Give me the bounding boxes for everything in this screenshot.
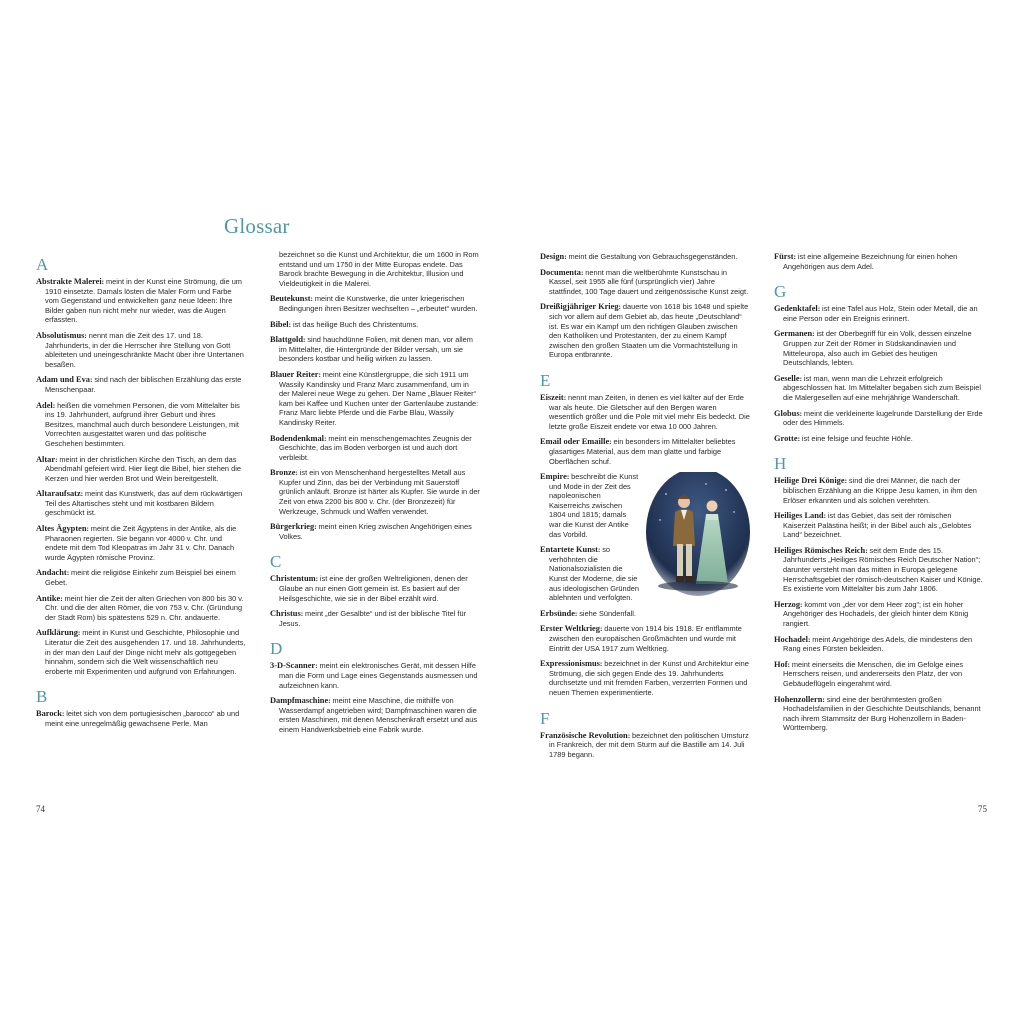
definition: dauerte von 1618 bis 1648 und spielte sich vor allem auf dem Gebiet ab, das heute „Deutschland“ ist. Es war ein Kampf um den richtigen Glauben zwischen den Katholiken und Protestanten, der zu einem Kampf zwischen den großen Staaten um die Vormachtstellung in Europa entbrannte. — [549, 302, 749, 360]
definition: dauerte von 1914 bis 1918. Er entflammte zwischen den europäischen Großmächten und wurde mit Eintritt der USA 1917 zum Weltkrieg. — [549, 624, 742, 653]
term: Dampfmaschine — [270, 696, 329, 706]
glossary-column-3 — [540, 252, 750, 765]
term: Herzog — [774, 599, 801, 609]
section-letter-d: D — [270, 639, 283, 659]
term: Christentum — [270, 574, 316, 584]
glossary-entry: Germanen: ist der Oberbegriff für ein Volk, dessen einzelne Gruppen zur Zeit der Römer in Südskandinavien und Mitteleuropa, also auch im Gebiet des heutigen Deutschlands, lebten. — [774, 329, 972, 368]
term: Adam und Eva — [36, 375, 90, 385]
term: Andacht — [36, 568, 67, 578]
term: Globus — [774, 408, 800, 418]
glossary-entry: Heiliges Römisches Reich: seit dem Ende des 15. Jahrhunderts „Heiliges Römisches Reich Deutscher Nation“; darunter versteht man das mitten in Europa gelegene Herrschaftsgebiet der römisch-deutschen Kaiser und Könige. Es existierte vom Mittelalter bis zum Jahr 1806. — [774, 545, 983, 594]
definition: meint in der Kunst eine Strömung, die um 1910 einsetzte. Damals lösten die Maler Form und Farbe vom Gegenstand und entwickelten ganz neue Ideen: Ihre Bilder gaben nun nicht mehr nur wieder, was die Augen erfassten. — [45, 277, 242, 325]
definition: ein besonders im Mittelalter beliebtes glasartiges Material, aus dem man glatte und farbige Oberflächen schuf. — [549, 437, 736, 466]
term: Dreißigjähriger Krieg — [540, 302, 619, 312]
term: Eiszeit — [540, 392, 564, 402]
definition: meint eine Künstlergruppe, die sich 1911 um Wassily Kandinsky und Franz Marc zusammenfand, um in der Malerei neue Wege zu gehen. Der Name „Blauer Reiter“ kam bei Kaffee und Kuchen unter der Gartenlaube zustande: Franz Marc liebte Pferde und die Farbe Blau, Wassily Kandinsky Reiter. — [279, 369, 479, 427]
term: Blattgold — [270, 335, 304, 345]
term: Germanen — [774, 329, 813, 339]
glossary-entry: Grotte: ist eine felsige und feuchte Höhle. — [774, 433, 913, 443]
term: Bronze — [270, 468, 296, 478]
section-letter-a: A — [36, 255, 49, 274]
section-letter-e: E — [540, 370, 551, 390]
definition: meint hier die Zeit der alten Griechen von 800 bis 30 v. Chr. und die der alten Römer, die von 753 v. Chr. (Gründung der Stadt Rom) bis spätestens 529 n. Chr. andauerte. — [45, 593, 244, 622]
glossary-entry: Altaraufsatz: meint das Kunstwerk, das auf dem rückwärtigen Teil des Altartisches steht und mit kostbaren Bildern geschmückt ist. — [36, 489, 243, 518]
definition: meint einerseits die Menschen, die im Gefolge eines Herrschers reisen, und andererseits den Platz, der von Gebäudeflügeln eingerahmt wird. — [783, 659, 964, 688]
term: Erster Weltkrieg — [540, 624, 600, 634]
definition: bezeichnet den politischen Umsturz in Frankreich, der mit dem Sturm auf die Bastille am 14. Juli 1789 begann. — [549, 730, 749, 759]
definition: meint eine Maschine, die mithilfe von Wasserdampf angetrieben wird; Dampfmaschinen waren die ersten Maschinen, mit denen Menschenkraft ersetzt und aus einem Handwerksbetrieb eine Fabrik wurde. — [279, 696, 478, 734]
definition: meint ein elektronisches Gerät, mit dessen Hilfe man die Form und Lage eines Gegenstands ausmessen und aufzeichnen kann. — [279, 661, 478, 690]
definition: bezeichnet in der Kunst und Architektur eine Strömung, die sich gegen Ende des 19. Jahrhunderts durchsetzte und mit fremden Farben, verzerrten Formen und neuen Themen experimentierte. — [549, 659, 749, 697]
definition: meint die Gestaltung von Gebrauchsgegenständen. — [568, 252, 738, 261]
definition: kommt von „der vor dem Heer zog“; ist ein hoher Angehöriger des Hochadels, der gleich hinter dem König rangiert. — [783, 599, 969, 629]
definition: ist man, wenn man die Lehrzeit erfolgreich abgeschlossen hat. Im Mittelalter begaben sich zum Beispiel die Malergesellen auf eine mehrjährige Wanderschaft. — [783, 373, 982, 402]
definition: meint die Kunstwerke, die unter kriegerischen Bedingungen ihren Besitzer wechselten – „erbeutet“ wurden. — [279, 294, 478, 313]
section-letter-b: B — [36, 687, 48, 707]
glossary-entry: Beutekunst: meint die Kunstwerke, die unter kriegerischen Bedingungen ihren Besitzer wechselten – „erbeutet“ wurden. — [270, 294, 478, 313]
term: Grotte — [774, 433, 798, 443]
glossary-entry: Adam und Eva: sind nach der biblischen Erzählung das erste Menschenpaar. — [36, 375, 242, 394]
term: Empire — [540, 472, 567, 482]
glossary-entry: Hof: meint einerseits die Menschen, die im Gefolge eines Herrschers reisen, und andererseits den Platz, der von Gebäudeflügeln eingerahmt wird. — [774, 659, 964, 688]
page-number-right: 75 — [978, 804, 987, 814]
glossary-entry: Herzog: kommt von „der vor dem Heer zog“; ist ein hoher Angehöriger des Hochadels, der gleich hinter dem König rangiert. — [774, 599, 969, 629]
glossary-entry: Gedenktafel: ist eine Tafel aus Holz, Stein oder Metall, die an eine Person oder ein Ereignis erinnert. — [774, 304, 978, 323]
definition: meint „der Gesalbte“ und ist der biblische Titel für Jesus. — [279, 609, 467, 628]
glossary-entry: Andacht: meint die religiöse Einkehr zum Beispiel bei einem Gebet. — [36, 568, 236, 588]
glossary-entry: Antike: meint hier die Zeit der alten Griechen von 800 bis 30 v. Chr. und die der alten Römer, die von 753 v. Chr. (Gründung der Stadt Rom) bis spätestens 529 n. Chr. andauerte. — [36, 593, 244, 622]
term: Hochadel — [774, 634, 808, 644]
definition: meint Angehörige des Adels, die mindestens den Rang eines Fürsten bekleiden. — [783, 634, 973, 654]
glossary-entry: Bürgerkrieg: meint einen Krieg zwischen Angehörigen eines Volkes. — [270, 522, 472, 541]
glossary-entry: Hohenzollern: sind eine der berühmtesten großen Hochadelsfamilien in der Geschichte Deutschlands, benannt nach ihrem Stammsitz der Burg Hohenzollern in Baden-Württemberg. — [774, 694, 981, 733]
glossary-entry: Design: meint die Gestaltung von Gebrauchsgegenständen. — [540, 252, 738, 261]
glossary-entry: Barock: leitet sich von dem portugiesischen „barocco“ ab und meint eine unregelmäßig gewachsene Perle. Man — [36, 709, 240, 728]
term: Beutekunst — [270, 294, 311, 304]
definition: nennt man die weltberühmte Kunstschau in Kassel, seit 1955 alle fünf (ursprünglich vier) Jahre stattfindet, 100 Tage dauert und zeitgenössische Kunst zeigt. — [549, 267, 749, 296]
glossary-entry: Altar: meint in der christlichen Kirche den Tisch, an dem das Abendmahl gefeiert wird. Hier liegt die Bibel, hier stehen die Kerzen und hier werden Brot und Wein bereitgestellt. — [36, 454, 241, 483]
definition: sind nach der biblischen Erzählung das erste Menschenpaar. — [45, 375, 242, 394]
term: Heiliges Römisches Reich — [774, 545, 866, 555]
glossary-entry: Abstrakte Malerei: meint in der Kunst eine Strömung, die um 1910 einsetzte. Damals lösten die Maler Form und Farbe vom Gegenstand und entwickelten ganz neue Ideen: Ihre Bilder gaben nun nicht mehr nur wieder, was die Augen erfassten. — [36, 277, 242, 325]
term: Barock — [36, 709, 62, 719]
definition: sind eine der berühmtesten großen Hochadelsfamilien in der Geschichte Deutschlands, benannt nach ihrem Stammsitz der Burg Hohenzollern in Baden-Württemberg. — [783, 694, 981, 733]
glossary-entry: Adel: heißen die vornehmen Personen, die vom Mittelalter bis ins 19. Jahrhundert, aufgrund ihrer Geburt und ihres Besitzes, manchmal auch durch besondere Leistungen, mit Vorrechten ausgestattet waren und das politische Geschehen bestimmten. — [36, 400, 240, 448]
glossary-entry: Erster Weltkrieg: dauerte von 1914 bis 1918. Er entflammte zwischen den europäischen Großmächten und wurde mit Eintritt der USA 1917 zum Weltkrieg. — [540, 624, 742, 653]
entry-continuation: bezeichnet so die Kunst und Architektur, die um 1600 in Rom entstand und um 1750 in der Mitte Europas endete. Das Barock brachte Bewegung in die Architektur, Illusion und Vieldeutigkeit in die Malerei. — [279, 250, 479, 288]
term: Email oder Emaille — [540, 437, 610, 447]
definition: beschreibt die Kunst und Mode in der Zeit des napoleonischen Kaiserreichs zwischen 1804 und 1815; damals war die Kunst der Antike das Vorbild. — [549, 472, 639, 539]
definition: meint in Kunst und Geschichte, Philosophie und Literatur die Zeit des ausgehenden 17. und 18. Jahrhunderts, in der man den Lauf der Dinge nicht mehr als gottgegeben hinnahm, sondern sich die Welt wissenschaftlich neu eroberte mit Experimenten und aufgrund von Erfahrungen. — [45, 628, 246, 676]
definition: nennt man Zeiten, in denen es viel kälter auf der Erde war als heute. Die Gletscher auf den Bergen waren wesentlich größer und die Pole mit viel mehr Eis bedeckt. Die letzte große Eiszeit endete vor etwa 10 000 Jahren. — [549, 392, 750, 431]
definition: ist eine allgemeine Bezeichnung für einen hohen Angehörigen aus dem Adel. — [783, 252, 958, 271]
empire-couple-image — [646, 472, 750, 600]
glossary-entry: Dreißigjähriger Krieg: dauerte von 1618 bis 1648 und spielte sich vor allem auf dem Gebiet ab, das heute „Deutschland“ ist. Es war ein Kampf um den richtigen Glauben zwischen den Katholiken und Protestanten, der zu einem Kampf zwischen den großen Staaten um die Vormachtstellung in Europa entbrannte. — [540, 302, 749, 360]
term: Bürgerkrieg — [270, 522, 315, 532]
glossary-entry: Expressionismus: bezeichnet in der Kunst und Architektur eine Strömung, die sich gegen Ende des 19. Jahrhunderts durchsetzte und mit fremden Farben, verzerrten Formen und neuen Themen experimentierte. — [540, 659, 749, 697]
term: Gedenktafel — [774, 304, 818, 314]
definition: ist eine Tafel aus Holz, Stein oder Metall, die an eine Person oder ein Ereignis erinnert. — [783, 304, 978, 323]
term: Absolutismus — [36, 330, 85, 340]
empire-couple-illustration — [646, 472, 750, 600]
definition: ist der Oberbegriff für ein Volk, dessen einzelne Gruppen zur Zeit der Römer in Südskandinavien und Mitteleuropa, also auch im Gebiet des heutigen Deutschlands, lebten. — [783, 329, 972, 368]
definition: meint die verkleinerte kugelrunde Darstellung der Erde oder des Himmels. — [783, 408, 983, 428]
glossary-entry: Erbsünde: siehe Sündenfall. — [540, 608, 636, 618]
glossary-column-4 — [774, 252, 984, 739]
definition: meint das Kunstwerk, das auf dem rückwärtigen Teil des Altartisches steht und mit kostbaren Bildern geschmückt ist. — [45, 489, 243, 518]
definition: ist eine der großen Weltreligionen, denen der Glaube an nur einen Gott gemein ist. Es basiert auf der Heilsgeschichte, wie sie in der Bibel erzählt wird. — [279, 574, 468, 603]
glossary-entry: Französische Revolution: bezeichnet den politischen Umsturz in Frankreich, der mit dem Sturm auf die Bastille am 14. Juli 1789 begann. — [540, 730, 749, 759]
term: Geselle — [774, 373, 800, 383]
glossary-entry: Bibel: ist das heilige Buch des Christentums. — [270, 319, 419, 329]
glossary-entry: Email oder Emaille: ein besonders im Mittelalter beliebtes glasartiges Material, aus dem man glatte und farbige Oberflächen schuf. — [540, 437, 736, 466]
definition: sind hauchdünne Folien, mit denen man, vor allem im Mittelalter, die Hintergründe der Bilder versah, um sie besonders kostbar und heilig wirken zu lassen. — [279, 335, 473, 364]
term: Altes Ägypten — [36, 524, 87, 534]
term: Bibel — [270, 319, 289, 329]
term: Altar — [36, 454, 56, 464]
glossary-entry: Fürst: ist eine allgemeine Bezeichnung für einen hohen Angehörigen aus dem Adel. — [774, 252, 958, 271]
term: Heiliges Land — [774, 511, 824, 521]
definition: siehe Sündenfall. — [579, 608, 636, 618]
definition: ist eine felsige und feuchte Höhle. — [801, 433, 913, 443]
term: Abstrakte Malerei — [36, 277, 102, 286]
term: Hof — [774, 659, 788, 669]
glossary-entry: Christus: meint „der Gesalbte“ und ist der biblische Titel für Jesus. — [270, 609, 467, 628]
glossary-entry: Dampfmaschine: meint eine Maschine, die mithilfe von Wasserdampf angetrieben wird; Dampfmaschinen waren die ersten Maschinen, mit denen Menschenkraft ersetzt und aus einem Handwerksbetrieb eine Fabrik wurde. — [270, 696, 478, 734]
term: Entartete Kunst — [540, 545, 598, 555]
section-letter-c: C — [270, 552, 282, 572]
glossary-entry: Geselle: ist man, wenn man die Lehrzeit erfolgreich abgeschlossen hat. Im Mittelalter begaben sich zum Beispiel die Malergesellen auf eine mehrjährige Wanderschaft. — [774, 373, 982, 402]
term: Aufklärung — [36, 628, 78, 638]
glossary-entry: Empire: beschreibt die Kunst und Mode in der Zeit des napoleonischen Kaiserreichs zwischen 1804 und 1815; damals war die Kunst der Antike das Vorbild. — [540, 472, 639, 539]
glossary-entry: Christentum: ist eine der großen Weltreligionen, denen der Glaube an nur einen Gott gemein ist. Es basiert auf der Heilsgeschichte, wie sie in der Bibel erzählt wird. — [270, 574, 468, 603]
glossary-entry: Bronze: ist ein von Menschenhand hergestelltes Metall aus Kupfer und Zinn, das bei der Verbindung mit Sauerstoff grünlich anläuft. Bronze ist härter als Kupfer. Sie wurde in der Zeit von etwa 2200 bis 800 v. Chr. (der Bronzezeit) für Werkzeuge, Schmuck und Waffen verwendet. — [270, 468, 480, 516]
definition: ist das heilige Buch des Christentums. — [292, 319, 419, 329]
definition: ist ein von Menschenhand hergestelltes Metall aus Kupfer und Zinn, das bei der Verbindung mit Sauerstoff grünlich anläuft. Bronze ist härter als Kupfer. Sie wurde in der Zeit von etwa 2200 bis 800 v. Chr. (der Bronzezeit) für Werkzeuge, Schmuck und Waffen verwendet. — [279, 468, 480, 516]
page-title: Glossar — [224, 214, 290, 238]
glossary-entry: Entartete Kunst: so verhöhnten die Nationalsozialisten die Kunst der Moderne, die sie aus ideologischen Gründen ablehnten und verfolgten. — [540, 545, 639, 603]
definition: heißen die vornehmen Personen, die vom Mittelalter bis ins 19. Jahrhundert, aufgrund ihrer Geburt und ihres Besitzes, manchmal auch durch besondere Leistungen, mit Vorrechten ausgestattet waren und das politische Geschehen bestimmten. — [45, 400, 240, 448]
definition: meint einen Krieg zwischen Angehörigen eines Volkes. — [279, 522, 472, 541]
term: Erbsünde — [540, 608, 575, 618]
definition: meint in der christlichen Kirche den Tisch, an dem das Abendmahl gefeiert wird. Hier liegt die Bibel, hier stehen die Kerzen und hier werden Brot und Wein bereitgestellt. — [45, 454, 241, 483]
glossary-column-1 — [36, 256, 246, 735]
definition: leitet sich von dem portugiesischen „barocco“ ab und meint eine unregelmäßig gewachsene Perle. Man — [45, 709, 240, 728]
section-letter-g: G — [774, 282, 787, 302]
glossary-entry: Altes Ägypten: meint die Zeit Ägyptens in der Antike, als die Pharaonen regierten. Sie begann vor 4000 v. Chr. und endete mit dem Tod Kleopatras im Jahr 31 v. Chr. Danach wurde Ägypten römische Provinz. — [36, 524, 237, 562]
definition: meint die Zeit Ägyptens in der Antike, als die Pharaonen regierten. Sie begann vor 4000 v. Chr. und endete mit dem Tod Kleopatras im Jahr 31 v. Chr. Danach wurde Ägypten römische Provinz. — [45, 524, 237, 562]
term: Documenta — [540, 267, 581, 277]
term: Blauer Reiter — [270, 369, 319, 379]
term: Französische Revolution — [540, 730, 628, 740]
glossary-entry: Blattgold: sind hauchdünne Folien, mit denen man, vor allem im Mittelalter, die Hintergründe der Bilder versah, um sie besonders kostbar und heilig wirken zu lassen. — [270, 335, 473, 364]
page-number-left: 74 — [36, 804, 45, 814]
term: Adel — [36, 400, 53, 410]
glossary-entry: Hochadel: meint Angehörige des Adels, die mindestens den Rang eines Fürsten bekleiden. — [774, 634, 973, 654]
glossary-entry: Blauer Reiter: meint eine Künstlergruppe, die sich 1911 um Wassily Kandinsky und Franz Marc zusammenfand, um in der Malerei neue Wege zu gehen. Der Name „Blauer Reiter“ kam bei Kaffee und Kuchen unter der Gartenlaube zustande: Franz Marc liebte Pferde und die Farbe Blau, Wassily Kandinsky Reiter. — [270, 369, 479, 427]
glossary-entry: Absolutismus: nennt man die Zeit des 17. und 18. Jahrhunderts, in der die Herrscher ihre Stellung von Gott ableiteten und uneingeschränkte Macht über ihre Untertanen besaßen. — [36, 330, 244, 369]
term: Christus — [270, 609, 301, 619]
term: Fürst — [774, 252, 794, 261]
definition: sind die drei Männer, die nach der biblischen Erzählung an die Krippe Jesu kamen, in ihm den Erlöser erkannten und als solchen verehrten. — [783, 476, 977, 505]
definition: meint die religiöse Einkehr zum Beispiel bei einem Gebet. — [45, 568, 236, 588]
glossary-entry: 3-D-Scanner: meint ein elektronisches Gerät, mit dessen Hilfe man die Form und Lage eines Gegenstands ausmessen und aufzeichnen kann. — [270, 661, 478, 690]
definition: meint ein menschengemachtes Zeugnis der Geschichte, das im Boden verborgen ist und auch dort verbleibt. — [279, 433, 472, 462]
glossary-entry: Aufklärung: meint in Kunst und Geschichte, Philosophie und Literatur die Zeit des ausgehenden 17. und 18. Jahrhunderts, in der man den Lauf der Dinge nicht mehr als gottgegeben hinnahm, sondern sich die Welt wissenschaftlich neu eroberte mit Experimenten und aufgrund von Erfahrungen. — [36, 628, 246, 676]
definition: seit dem Ende des 15. Jahrhunderts „Heiliges Römisches Reich Deutscher Nation“; darunter versteht man das mitten in Europa gelegene Herrschaftsgebiet der römisch-deutschen Kaiser und Könige. Es existierte vom Mittelalter bis zum Jahr 1806. — [783, 545, 983, 594]
glossary-entry: Heiliges Land: ist das Gebiet, das seit der römischen Kaiserzeit Palästina heißt; in der Bibel auch als „Gelobtes Land“ bezeichnet. — [774, 511, 972, 540]
term: Hohenzollern — [774, 694, 823, 704]
term: Antike — [36, 593, 61, 603]
term: 3-D-Scanner — [270, 661, 316, 671]
glossary-entry: Heilige Drei Könige: sind die drei Männer, die nach der biblischen Erzählung an die Krippe Jesu kamen, in ihm den Erlöser erkannten und als solchen verehrten. — [774, 476, 977, 505]
term: Expressionismus — [540, 659, 600, 669]
term: Heilige Drei Könige — [774, 476, 845, 486]
term: Design — [540, 252, 565, 261]
glossary-entry: Bodendenkmal: meint ein menschengemachtes Zeugnis der Geschichte, das im Boden verborgen ist und auch dort verbleibt. — [270, 433, 472, 462]
section-letter-h: H — [774, 454, 787, 474]
glossary-entry: Globus: meint die verkleinerte kugelrunde Darstellung der Erde oder des Himmels. — [774, 408, 983, 428]
section-letter-f: F — [540, 708, 550, 728]
definition: ist das Gebiet, das seit der römischen Kaiserzeit Palästina heißt; in der Bibel auch als „Gelobtes Land“ bezeichnet. — [783, 511, 972, 540]
glossary-entry: Eiszeit: nennt man Zeiten, in denen es viel kälter auf der Erde war als heute. Die Gletscher auf den Bergen waren wesentlich größer und die Pole mit viel mehr Eis bedeckt. Die letzte große Eiszeit endete vor etwa 10 000 Jahren. — [540, 392, 750, 431]
glossary-column-2 — [270, 250, 480, 741]
term: Bodendenkmal — [270, 433, 324, 443]
definition: so verhöhnten die Nationalsozialisten die Kunst der Moderne, die sie aus ideologischen Gründen ablehnten und verfolgten. — [549, 545, 639, 603]
term: Altaraufsatz — [36, 489, 81, 499]
definition: nennt man die Zeit des 17. und 18. Jahrhunderts, in der die Herrscher ihre Stellung von Gott ableiteten und uneingeschränkte Macht über ihre Untertanen besaßen. — [45, 330, 244, 369]
glossary-entry: Documenta: nennt man die weltberühmte Kunstschau in Kassel, seit 1955 alle fünf (ursprünglich vier) Jahre stattfindet, 100 Tage dauert und zeitgenössische Kunst zeigt. — [540, 267, 749, 296]
